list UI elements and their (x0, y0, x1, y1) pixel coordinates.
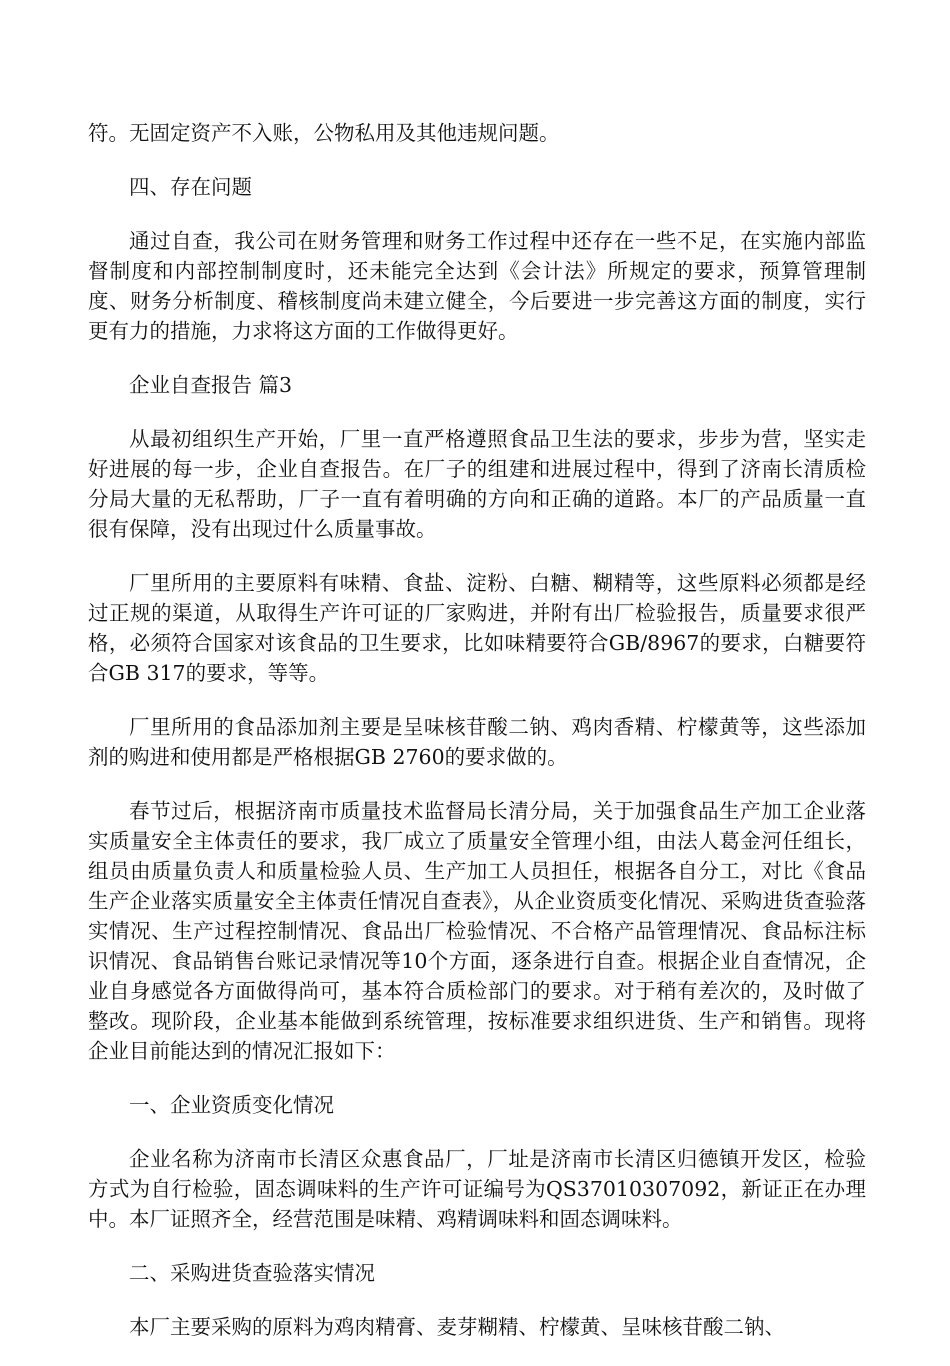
report-title-part3: 企业自查报告 篇3 (129, 373, 293, 397)
paragraph-problems: 通过自查，我公司在财务管理和财务工作过程中还存在一些不足，在实施内部监督制度和内部控制制度时，还未能完全达到《会计法》所规定的要求，预算管理制度、财务分析制度、稽核制度尚未建立健全，今后要进一步完善这方面的制度，实行更有力的措施，力求将这方面的工作做得更好。 (88, 229, 866, 343)
document-body (88, 118, 866, 1366)
section-heading-problems: 四、存在问题 (129, 175, 252, 199)
paragraph-qualification: 企业名称为济南市长清区众惠食品厂，厂址是济南市长清区归德镇开发区，检验方式为自行检验，固态调味料的生产许可证编号为QS37010307092，新证正在办理中。本厂证照齐全，经营范围是味精、鸡精调味料和固态调味料。 (88, 1147, 866, 1231)
paragraph-self-inspection: 春节过后，根据济南市质量技术监督局长清分局，关于加强食品生产加工企业落实质量安全主体责任的要求，我厂成立了质量安全管理小组，由法人葛金河任组长，组员由质量负责人和质量检验人员、生产加工人员担任，根据各自分工，对比《食品生产企业落实质量安全主体责任情况自查表》，从企业资质变化情况、采购进货查验落实情况、生产过程控制情况、食品出厂检验情况、不合格产品管理情况、食品标注标识情况、食品销售台账记录情况等10个方面，逐条进行自查。根据企业自查情况，企业自身感觉各方面做得尚可，基本符合质检部门的要求。对于稍有差次的，及时做了整改。现阶段，企业基本能做到系统管理，按标准要求组织进货、生产和销售。现将企业目前能达到的情况汇报如下： (88, 799, 866, 1063)
section-heading-procurement: 二、采购进货查验落实情况 (129, 1261, 375, 1285)
paragraph-raw-materials: 厂里所用的主要原料有味精、食盐、淀粉、白糖、糊精等，这些原料必须都是经过正规的渠道，从取得生产许可证的厂家购进，并附有出厂检验报告，质量要求很严格，必须符合国家对该食品的卫生要求，比如味精要符合GB/8967的要求，白糖要符合GB 317的要求，等等。 (88, 571, 866, 685)
paragraph-procurement: 本厂主要采购的原料为鸡肉精膏、麦芽糊精、柠檬黄、呈味核苷酸二钠、 (129, 1315, 785, 1339)
paragraph-food-additives: 厂里所用的食品添加剂主要是呈味核苷酸二钠、鸡肉香精、柠檬黄等，这些添加剂的购进和使用都是严格根据GB 2760的要求做的。 (88, 715, 866, 769)
paragraph-production-history: 从最初组织生产开始，厂里一直严格遵照食品卫生法的要求，步步为营，坚实走好进展的每一步，企业自查报告。在厂子的组建和进展过程中，得到了济南长清质检分局大量的无私帮助，厂子一直有着明确的方向和正确的道路。本厂的产品质量一直很有保障，没有出现过什么质量事故。 (88, 427, 866, 541)
continued-paragraph: 符。无固定资产不入账，公物私用及其他违规问题。 (88, 121, 560, 145)
section-heading-qualification: 一、企业资质变化情况 (129, 1093, 334, 1117)
